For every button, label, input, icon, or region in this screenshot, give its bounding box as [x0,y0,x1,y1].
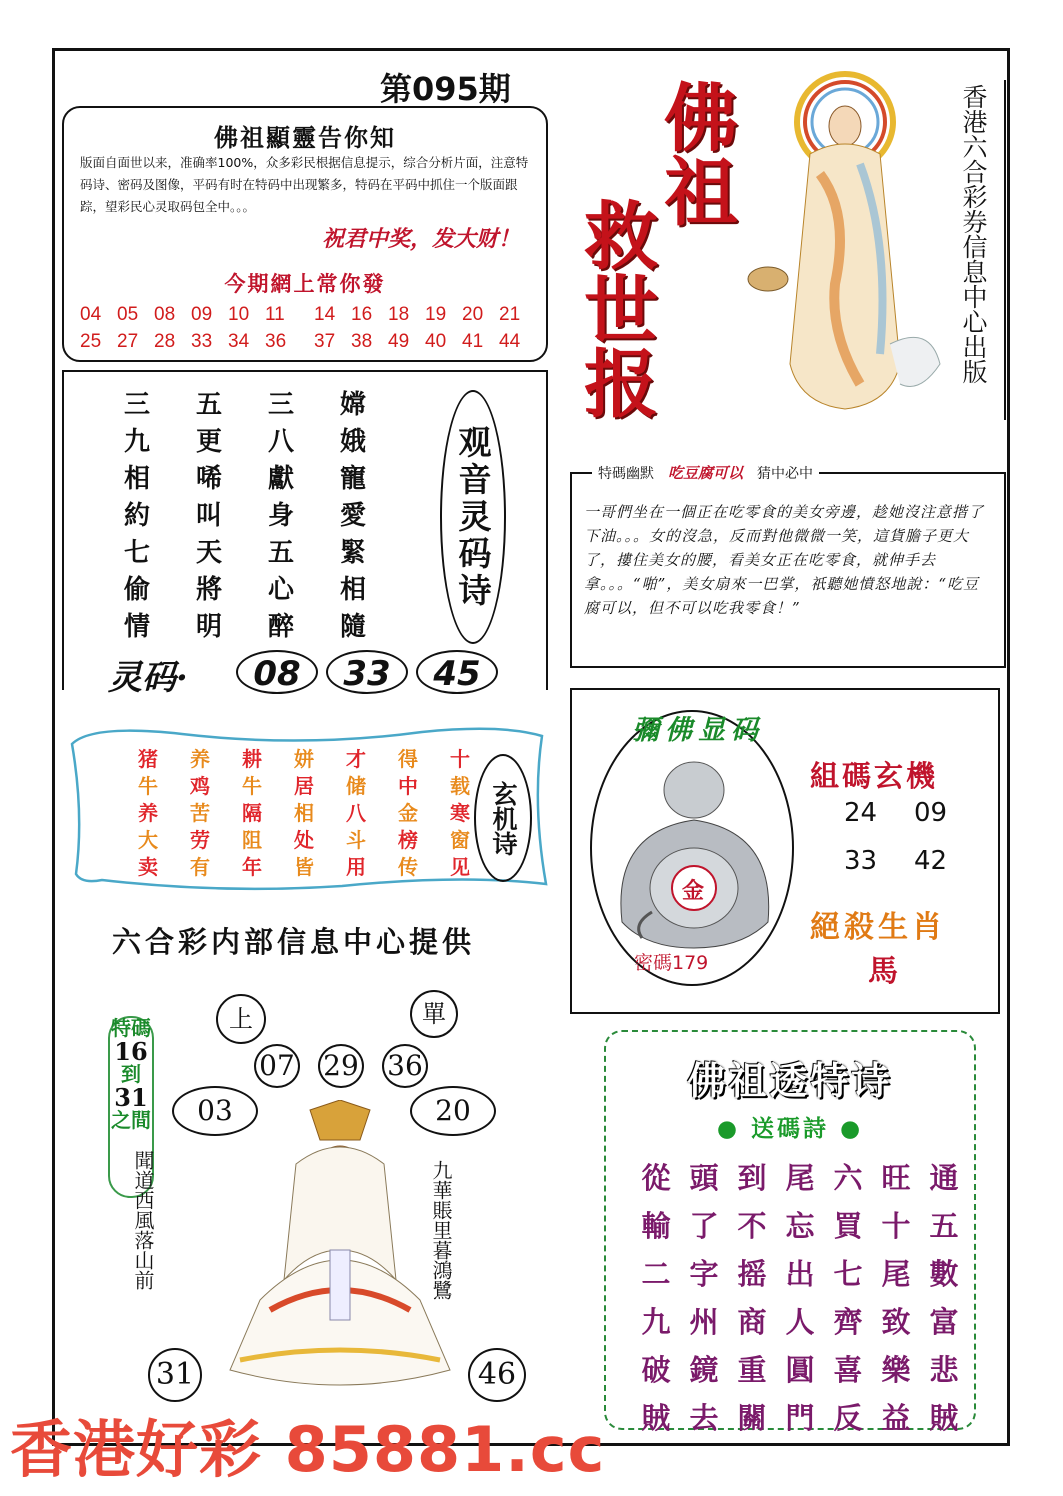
poem-char: 去 [689,1401,719,1435]
xuanji-char: 苦 [190,801,210,825]
joke-body: 一哥們坐在一個正在吃零食的美女旁邊，趁她沒注意揩了下油。。。女的沒急，反而對他微微一笑，這貨膽子更大了，摟住美女的腰，看美女正在吃零食，就伸手去拿。。。“啪”，美女扇來一巴掌，祇聽她憤怒地說：“吃豆腐可以，但不可以吃我零食！” [584,503,985,617]
publisher-vertical: 香港六合彩券信息中心出版 [959,84,988,384]
range-head: 特碼 [111,1016,151,1040]
xuanji-column [382,746,434,881]
hot-number: 19 [425,304,447,325]
poem-char: 九 [641,1305,671,1339]
hot-number: 11 [265,304,285,325]
poem-char: 重 [737,1353,767,1387]
ling-number: 08 [236,650,318,694]
divider [1004,80,1006,420]
combo-title: 組碼玄機 [810,759,939,793]
range-to-word: 到 [121,1062,141,1087]
xuanji-column [330,746,382,881]
xuanji-char: 年 [242,855,262,879]
xuanji-column [174,746,226,881]
xuanji-box [62,714,548,892]
xuanji-char: 处 [294,828,314,852]
combo-number: 42 [914,846,948,876]
gold-badge: 金 [682,878,705,904]
poem-char: 情 [124,612,151,642]
poem-char: 到 [737,1161,767,1195]
poem-char: 州 [689,1305,719,1339]
hot-number: 44 [499,331,521,352]
range-to: 31 [114,1083,148,1113]
kill-zodiac-value: 馬 [868,954,902,989]
xuanji-char: 斗 [346,828,366,852]
xuanji-char: 窗 [450,828,470,852]
wish-text: 祝君中奖，发大财！ [321,226,520,252]
xuanji-column [278,746,330,881]
poem-char: 相 [340,575,367,605]
hot-number: 25 [80,331,102,352]
hot-number: 33 [191,331,213,352]
xuanji-char: 用 [346,855,366,879]
poem-char: 二 [641,1257,671,1291]
kill-zodiac-title: 絕殺生肖 [810,910,946,945]
number-ball: 20 [410,1086,496,1136]
xuanji-char: 劳 [190,828,210,852]
poem-char: 不 [737,1209,767,1243]
poem-char: 明 [196,612,223,642]
xuanji-char: 大 [138,828,158,852]
poem-char: 忘 [785,1209,815,1243]
xuanji-char: 养 [190,747,210,771]
xuanji-char: 十 [450,747,470,771]
poem-char: 尾 [785,1161,815,1195]
number-ball: 31 [148,1348,202,1402]
xuanji-char: 储 [346,774,366,798]
xuanji-char: 相 [294,801,314,825]
hot-number: 36 [265,331,287,352]
hot-number: 20 [462,304,484,325]
poem-char: 嫦 [340,390,367,420]
combo-number: 33 [844,846,878,876]
poem-char: 七 [124,538,151,568]
hot-number: 16 [351,304,373,325]
hot-number: 14 [314,304,336,325]
joke-box [570,464,1006,668]
left-verse: 聞道西風落山前 [131,1150,155,1290]
xuanji-char: 耕 [242,747,262,771]
poem-char: 益 [881,1401,911,1435]
combo-number: 09 [914,798,948,828]
poem-char: 娥 [340,427,367,457]
xuanji-char: 中 [398,774,418,798]
buddha-box [570,688,1000,1014]
secret-code: 密碼179 [634,952,709,974]
hot-number: 40 [425,331,447,352]
xuanji-char: 牛 [242,774,262,798]
poem-char: 尾 [881,1257,911,1291]
hot-numbers-title: 今期網上常你發 [224,271,386,296]
xuanji-column [226,746,278,881]
xuanji-char: 传 [398,855,418,879]
poem-char: 致 [881,1305,911,1339]
xuanji-char: 隔 [242,801,262,825]
hot-number: 27 [117,331,139,352]
poem-char: 旺 [881,1161,911,1195]
poem-char: 圓 [785,1353,815,1387]
xuanji-char: 金 [398,801,418,825]
poem-char: 反 [833,1401,863,1435]
xuanji-char: 牛 [138,774,158,798]
poem-char: 破 [641,1353,671,1387]
poem-char: 心 [268,575,295,605]
intro-title: 佛祖顯靈告你知 [214,123,396,152]
subtitle-text: 送碼詩 [751,1115,829,1142]
ling-number: 45 [416,650,498,694]
guanyin-poem-label: 观音灵码诗 [440,390,506,644]
hot-number: 38 [351,331,373,352]
poem-char: 獻 [268,464,295,494]
poem-char: 了 [689,1209,719,1243]
combo-number: 24 [844,798,878,828]
title-line-2: 救世报 [584,194,658,428]
poem-char: 人 [785,1305,815,1339]
hot-number: 04 [80,304,102,325]
poem-char: 喜 [833,1353,863,1387]
xuanji-char: 养 [138,801,158,825]
poem-char: 門 [785,1401,815,1435]
poem-char: 叫 [196,501,223,531]
poem-char: 八 [268,427,295,457]
poem-char: 相 [124,464,151,494]
tou-te-poem-grid [632,1156,968,1444]
hot-number: 05 [117,304,139,325]
provider-line: 六合彩内部信息中心提供 [112,925,476,959]
hot-number: 28 [154,331,176,352]
buddha-arc-label: 彌佛显码 [632,715,764,746]
poem-char: 隨 [340,612,367,642]
xuanji-char: 居 [294,774,314,798]
number-ball: 03 [172,1086,258,1136]
poem-char: 通 [929,1161,959,1195]
guanyin-poem-box [62,370,548,698]
poem-char: 身 [268,501,295,531]
poem-char: 樂 [881,1353,911,1387]
hot-number: 08 [154,304,176,325]
xuanji-char: 卖 [138,855,158,879]
poem-char: 緊 [340,538,367,568]
poem-char: 出 [785,1257,815,1291]
xuanji-char: 有 [190,855,210,879]
poem-char: 從 [641,1161,671,1195]
tou-te-poem-title: 佛祖透特诗 [687,1058,893,1103]
xuanji-column [122,746,174,881]
poem-grid [124,384,412,643]
poem-char: 更 [196,427,223,457]
ball-top-left: 上 [216,994,266,1044]
poem-char: 七 [833,1257,863,1291]
xuanji-char: 猪 [138,747,158,771]
poem-char: 賊 [929,1401,959,1435]
right-verse: 九華賬里暮鴻鷺 [429,1160,453,1300]
xuanji-char: 载 [450,774,470,798]
ling-number: 33 [326,650,408,694]
hot-number: 10 [228,304,250,325]
hot-number: 34 [228,331,250,352]
xuanji-grid [122,746,486,881]
poem-char: 唏 [196,464,223,494]
poem-char: 將 [196,575,223,605]
poem-char: 三 [268,390,295,420]
hot-number: 21 [499,304,521,325]
buddha-oval [590,710,794,986]
poem-char: 五 [929,1209,959,1243]
ball-top-right: 單 [410,990,458,1038]
hot-number: 09 [191,304,213,325]
xuanji-char: 八 [346,801,366,825]
poem-char: 五 [196,390,223,420]
xuanji-char: 榜 [398,828,418,852]
xuanji-char: 得 [398,747,418,771]
xuanji-char: 寒 [450,801,470,825]
joke-header-right: 猜中必中 [757,466,814,482]
range-tail: 之間 [111,1108,151,1133]
tou-te-poem-box [604,1030,976,1435]
poem-char: 數 [929,1257,959,1291]
poem-char: 關 [737,1401,767,1435]
intro-box [62,106,548,362]
xuanji-char: 阻 [242,828,262,852]
poem-char: 買 [833,1209,863,1243]
xuanji-label: 玄机诗 [474,754,532,882]
hot-numbers-row-1 [80,304,536,326]
xuanji-char: 鸡 [190,774,210,798]
poem-char: 約 [124,501,151,531]
number-ball: 46 [468,1348,526,1402]
poem-char: 愛 [340,501,367,531]
xuanji-char: 姘 [294,747,314,771]
poem-char: 三 [124,390,151,420]
poem-char: 齊 [833,1305,863,1339]
footer-watermark-link[interactable]: 香港好彩 85881.cc [10,1413,606,1486]
hot-number: 41 [462,331,484,352]
poem-char: 天 [196,538,223,568]
ling-code-label: 灵码· [108,658,188,698]
hot-numbers-row-2 [80,331,536,353]
xuanji-char: 才 [346,747,366,771]
poem-char: 富 [929,1305,959,1339]
issue-number: 第095期 [380,70,511,108]
poem-char: 五 [268,538,295,568]
poem-char: 六 [833,1161,863,1195]
tou-te-poem-subtitle: ● 送碼詩 ● [716,1115,864,1142]
poem-char: 字 [689,1257,719,1291]
hot-number: 49 [388,331,410,352]
poem-char: 賊 [641,1401,671,1435]
poem-char: 商 [737,1305,767,1339]
number-ball: 07 [254,1044,300,1088]
number-ball: 36 [382,1044,428,1088]
laughing-buddha-image [592,712,796,988]
poem-char: 偷 [124,575,151,605]
poem-char: 摇 [737,1257,767,1291]
poem-char: 九 [124,427,151,457]
poem-char: 鏡 [689,1353,719,1387]
number-ball: 29 [318,1044,364,1088]
xuanji-char: 皆 [294,855,314,879]
title-line-1: 佛祖 [664,76,738,236]
guanyin-standing-image [740,64,950,424]
joke-header-left: 特碼幽默 [598,466,654,482]
poem-char: 頭 [689,1161,719,1195]
hot-number: 18 [388,304,410,325]
poem-char: 輸 [641,1209,671,1243]
poem-char: 醉 [268,612,295,642]
joke-header-title: 吃豆腐可以 [668,464,744,482]
xuanji-char: 见 [450,855,470,879]
poem-char: 悲 [929,1353,959,1387]
poem-char: 寵 [340,464,367,494]
poem-char: 十 [881,1209,911,1243]
intro-body: 版面自面世以来，准确率100%，众多彩民根据信息提示，综合分析片面，注意特码诗、密码及图像，平码有时在特码中出现繁多，特码在平码中抓住一个版面跟踪，望彩民心灵取码包全中。。。 [80,155,529,214]
hot-number: 37 [314,331,336,352]
range-from: 16 [114,1037,148,1066]
joke-header [592,462,819,483]
